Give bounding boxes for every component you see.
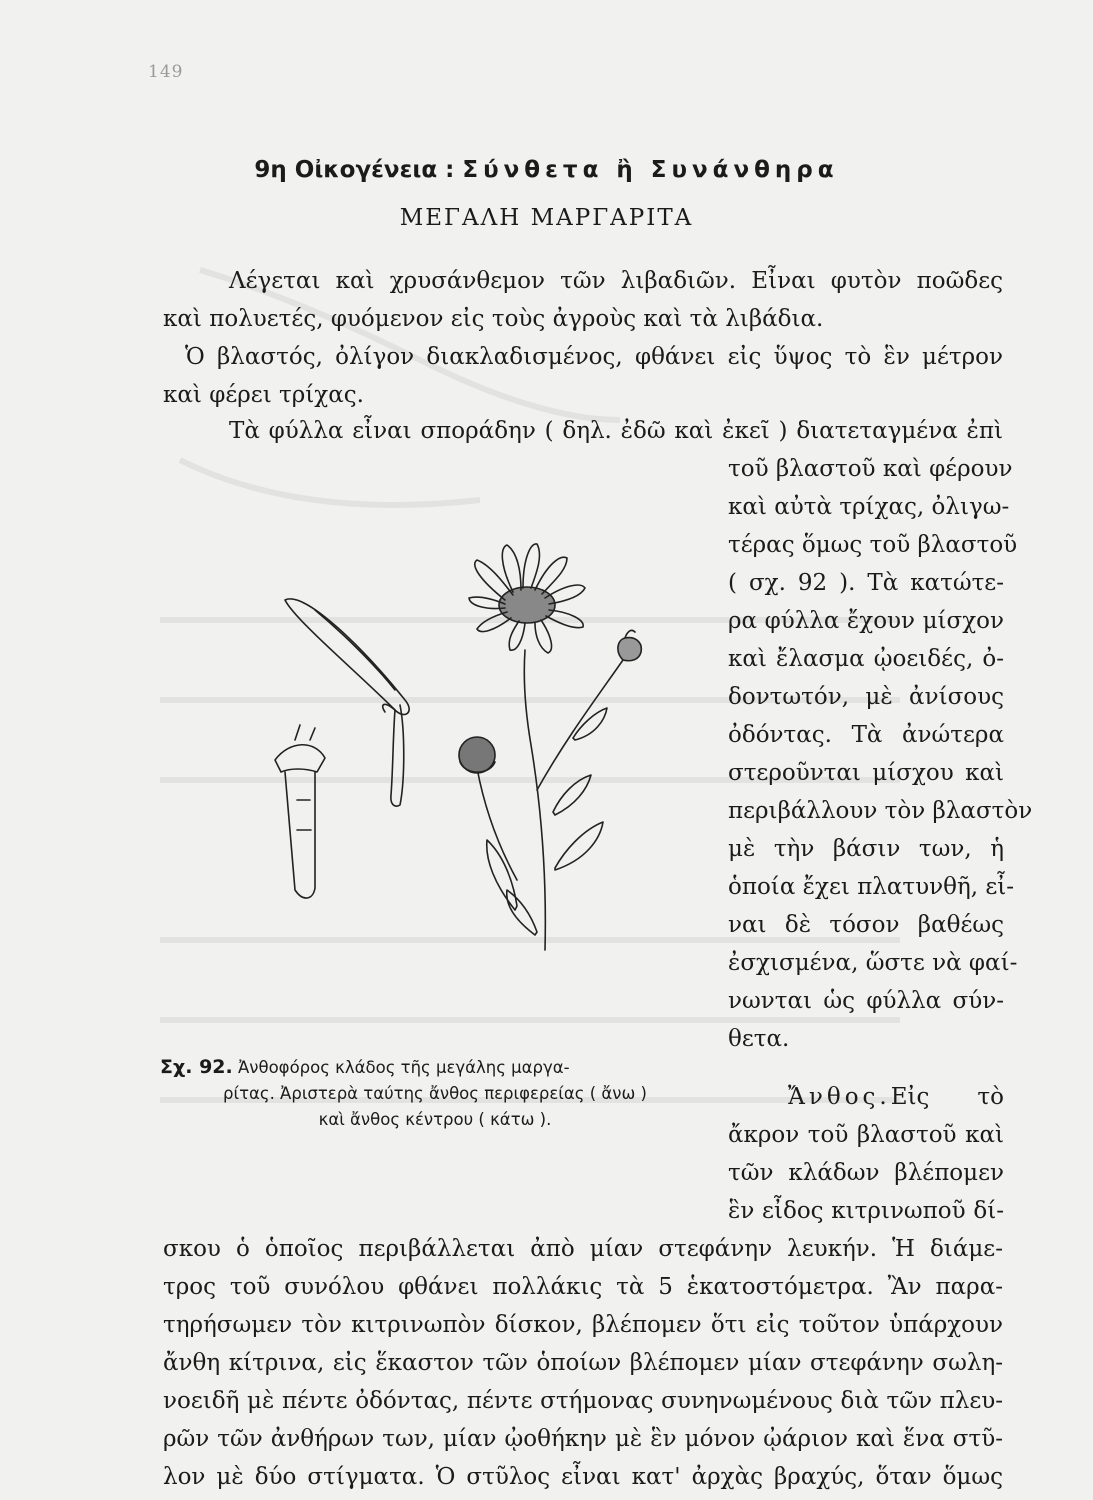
flower-disk	[499, 587, 555, 623]
right-column-line: καὶ αὐτὰ τρίχας, ὀλιγω-	[728, 494, 1010, 520]
anthos-line: ἄκρον τοῦ βλαστοῦ καὶ	[728, 1122, 1004, 1148]
body-line: τηρήσωμεν τὸν κιτρινωπὸν δίσκον, βλέπομεν ὅτι εἰς τοῦτον ὑπάρχουν	[163, 1312, 1003, 1338]
right-column-line: θετα.	[728, 1026, 790, 1052]
intro-line: Λέγεται καὶ χρυσάνθεμον τῶν λιβαδιῶν. Εἶναι φυτὸν ποῶδες	[229, 268, 1003, 294]
figure-caption-line: ρίτας. Ἀριστερὰ ταύτης ἄνθος περιφερείας ( ἄνω )	[223, 1084, 647, 1103]
anthos-line: ἓν εἶδος κιτρινωποῦ δί-	[728, 1198, 1004, 1224]
right-column-line: ὀδόντας. Τὰ ἀνώτερα	[728, 722, 1004, 748]
intro-line: Ὁ βλαστός, ὀλίγον διακλαδισμένος, φθάνει εἰς ὕψος τὸ ἓν μέτρον	[185, 344, 1003, 370]
right-column-line: τέρας ὅμως τοῦ βλαστοῦ	[728, 532, 1018, 558]
right-column-line: ρα φύλλα ἔχουν μίσχον	[728, 608, 1004, 634]
figure-caption-line	[160, 1056, 720, 1078]
stem-leaves	[487, 708, 607, 935]
body-line: σκου ὁ ὁποῖος περιβάλλεται ἀπὸ μίαν στεφάνην λευκήν. Ἡ διάμε-	[163, 1236, 1003, 1262]
right-column-line: ἐσχισμένα, ὥστε νὰ φαί-	[728, 950, 1018, 976]
right-column-line: ὁποία ἔχει πλατυνθῆ, εἶ-	[728, 874, 1015, 900]
right-column-line: νωνται ὡς φύλλα σύν-	[728, 988, 1004, 1014]
flower-bud	[618, 630, 641, 660]
main-stem	[524, 650, 545, 950]
intro-line: καὶ φέρει τρίχας.	[163, 382, 364, 408]
figure-label: Σχ. 92.	[160, 1056, 233, 1078]
right-column-line: δοντωτόν, μὲ ἀνίσους	[728, 684, 1004, 710]
body-line: νοειδῆ μὲ πέντε ὀδόντας, πέντε στήμονας συνηνωμένους διὰ τῶν πλευ-	[163, 1388, 1003, 1414]
anthos-text: Εἰς τὸ	[890, 1084, 1004, 1110]
family-heading	[0, 157, 1093, 183]
right-column-line: ( σχ. 92 ). Τὰ κατώτε-	[728, 570, 1004, 596]
right-column-line: μὲ τὴν βάσιν των, ἡ	[728, 836, 1004, 862]
branch-stem	[537, 660, 623, 790]
heading-prefix: 9η Οἰκογένεια :	[254, 157, 463, 183]
right-column-line: τοῦ βλαστοῦ καὶ φέρουν	[728, 456, 1013, 482]
caption-text: Ἀνθοφόρος κλάδος τῆς μεγάλης μαργα-	[237, 1058, 570, 1077]
branch-stem	[477, 768, 517, 880]
body-line: τρος τοῦ συνόλου φθάνει πολλάκις τὰ 5 ἑκατοστόμετρα. Ἂν παρα-	[163, 1274, 1003, 1300]
oxeye-daisy-illustration	[255, 540, 725, 960]
heading-family-name: Σύνθετα ἢ Συνάνθηρα	[462, 157, 839, 183]
intro-line: Τὰ φύλλα εἶναι σποράδην ( δηλ. ἐδῶ καὶ ἐκεῖ ) διατεταγμένα ἐπὶ	[229, 418, 1003, 444]
right-column-line: περιβάλλουν τὸν βλαστὸν	[728, 798, 1033, 824]
anthos-line: τῶν κλάδων βλέπομεν	[728, 1160, 1004, 1186]
page-number: 149	[148, 62, 184, 82]
right-column-line: ναι δὲ τόσον βαθέως	[728, 912, 1004, 938]
figure-caption-line: καὶ ἄνθος κέντρου ( κάτω ).	[318, 1110, 552, 1129]
right-column-line: καὶ ἔλασμα ᾠοειδές, ὀ-	[728, 646, 1004, 672]
plant-title: ΜΕΓΑΛΗ ΜΑΡΓΑΡΙΤΑ	[399, 205, 694, 231]
disk-flower-head	[459, 737, 495, 773]
disk-floret-drawing	[275, 725, 325, 898]
body-line: ἄνθη κίτρινα, εἰς ἕκαστον τῶν ὁποίων βλέπομεν μίαν στεφάνην σωλη-	[163, 1350, 1003, 1376]
anthos-heading: Ἄνθος.	[788, 1084, 891, 1110]
anthos-first-line	[788, 1084, 1004, 1110]
body-line: λον μὲ δύο στίγματα. Ὁ στῦλος εἶναι κατ' ἀρχὰς βραχύς, ὅταν ὅμως	[163, 1464, 1003, 1490]
body-line: ρῶν τῶν ἀνθήρων των, μίαν ᾠοθήκην μὲ ἓν μόνον ᾠάριον καὶ ἕνα στῦ-	[163, 1426, 1003, 1452]
right-column-line: στεροῦνται μίσχου καὶ	[728, 760, 1004, 786]
ray-floret-drawing	[285, 599, 409, 806]
intro-line: καὶ πολυετές, φυόμενον εἰς τοὺς ἀγροὺς καὶ τὰ λιβάδια.	[163, 306, 824, 332]
